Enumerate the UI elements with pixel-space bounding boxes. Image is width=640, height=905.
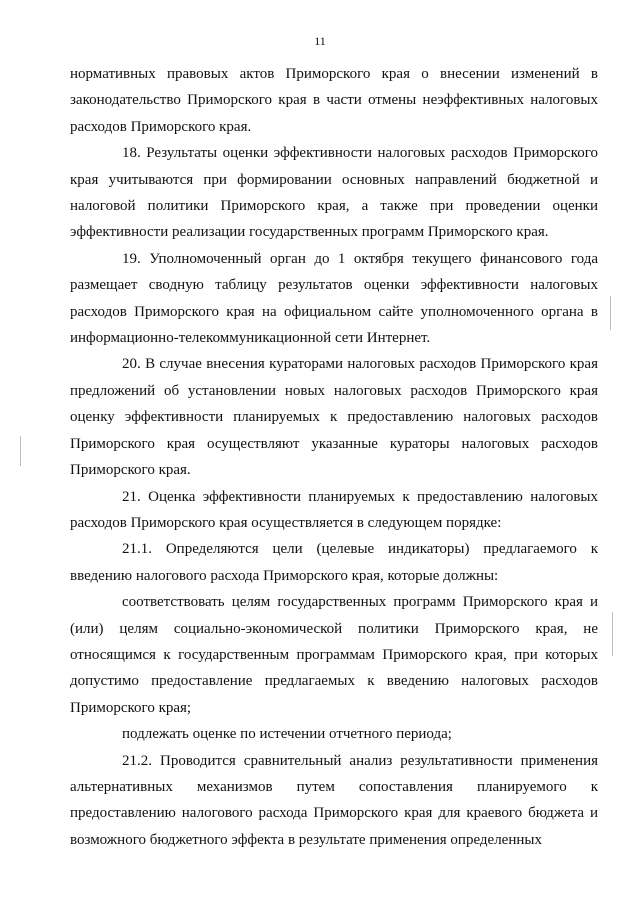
paragraph-continuation: нормативных правовых актов Приморского края о внесении изменений в законодательство Приморского края в части отмены неэффективных налоговых расходов Приморского края. bbox=[70, 66, 598, 135]
scan-artifact bbox=[612, 612, 613, 656]
paragraph-21-1-item-1: соответствовать целям государственных программ Приморского края и (или) целям социально-экономической политики Приморского края, не относящимся к государственным программам Приморского края, при которых допустимо предоставление предлагаемых к введению налоговых расходов Приморского края; bbox=[70, 594, 598, 716]
paragraph-21-2: 21.2. Проводится сравнительный анализ результативности применения альтернативных механизмов путем сопоставления планируемого к предоставлению налогового расхода Приморского края для краевого бюджета и возможного бюджетного эффекта в результате применения определенных bbox=[70, 752, 598, 848]
page-number: 11 bbox=[314, 34, 326, 48]
scan-artifact bbox=[20, 436, 21, 466]
paragraph-21-1: 21.1. Определяются цели (целевые индикаторы) предлагаемого к введению налогового расхода Приморского края, которые должны: bbox=[70, 541, 598, 584]
paragraph-21-1-item-2: подлежать оценке по истечении отчетного периода; bbox=[122, 726, 452, 743]
scan-artifact bbox=[610, 296, 611, 330]
paragraph-20: 20. В случае внесения кураторами налоговых расходов Приморского края предложений об установлении новых налоговых расходов Приморского края оценку эффективности планируемых к предоставлению налоговых расходов Приморского края осуществляют указанные кураторы налоговых расходов Приморского края. bbox=[70, 356, 598, 479]
paragraph-18: 18. Результаты оценки эффективности налоговых расходов Приморского края учитываются при формировании основных направлений бюджетной и налоговой политики Приморского края, а также при проведении оценки эффективности реализации государственных программ Приморского края. bbox=[70, 145, 598, 241]
document-body bbox=[70, 61, 598, 853]
paragraph-21: 21. Оценка эффективности планируемых к предоставлению налоговых расходов Приморского края осуществляется в следующем порядке: bbox=[70, 488, 598, 531]
paragraph-19: 19. Уполномоченный орган до 1 октября текущего финансового года размещает сводную таблицу результатов оценки эффективности налоговых расходов Приморского края на официальном сайте уполномоченного органа в информационно-телекоммуникационной сети Интернет. bbox=[70, 250, 598, 347]
